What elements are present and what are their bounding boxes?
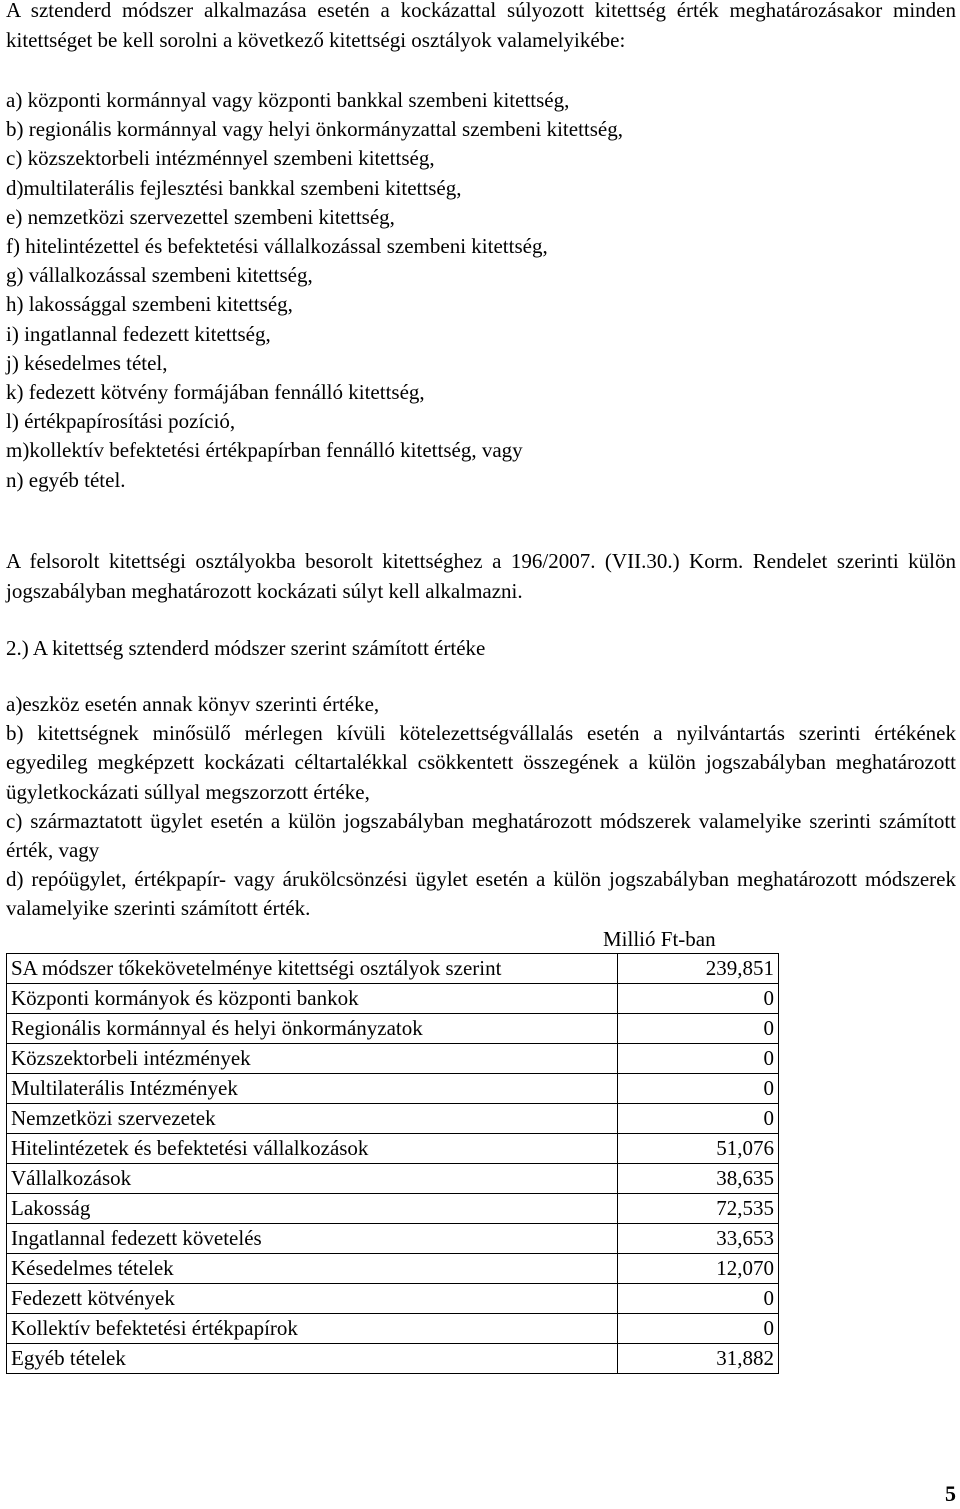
table-row	[7, 1074, 779, 1104]
risk-weight-paragraph: A felsorolt kitettségi osztályokba besorolt kitettséghez a 196/2007. (VII.30.) Korm. Rendelet szerinti külön jogszabályban meghatározott kockázati súlyt kell alkalmazni.	[6, 549, 956, 603]
table-cell-label: Közszektorbeli intézmények	[7, 1044, 618, 1074]
table-row	[7, 1044, 779, 1074]
table-cell-value: 31,882	[617, 1344, 778, 1374]
list-item: g) vállalkozással szembeni kitettség,	[6, 263, 313, 288]
unit-label: Millió Ft-ban	[603, 927, 716, 951]
table-row	[7, 1314, 779, 1344]
table-cell-label: Regionális kormánnyal és helyi önkormányzatok	[7, 1014, 618, 1044]
valuation-list	[6, 690, 956, 924]
list-item: h) lakossággal szembeni kitettség,	[6, 292, 293, 317]
table-row	[7, 1134, 779, 1164]
table-cell-label: Vállalkozások	[7, 1164, 618, 1194]
table-cell-label: Központi kormányok és központi bankok	[7, 984, 618, 1014]
intro-paragraph: A sztenderd módszer alkalmazása esetén a kockázattal súlyozott kitettség érték meghatározásakor minden kitettséget be kell sorolni a következő kitettségi osztályok valamelyikébe:	[6, 0, 956, 52]
table-cell-value: 33,653	[617, 1224, 778, 1254]
table-cell-value: 0	[617, 1104, 778, 1134]
page-number: 5	[945, 1481, 956, 1506]
table-cell-label: Hitelintézetek és befektetési vállalkozások	[7, 1134, 618, 1164]
list-item: e) nemzetközi szervezettel szembeni kitettség,	[6, 204, 395, 229]
list-item: c) származtatott ügylet esetén a külön jogszabályban meghatározott módszerek valamelyike szerinti számított érték, vagy	[6, 808, 956, 863]
table-row	[7, 1344, 779, 1374]
list-item: k) fedezett kötvény formájában fennálló kitettség,	[6, 380, 425, 405]
table-cell-value: 0	[617, 984, 778, 1014]
list-item: d)multilaterális fejlesztési bankkal szembeni kitettség,	[6, 175, 462, 200]
table-cell-label: Egyéb tételek	[7, 1344, 618, 1374]
table-cell-label: Multilaterális Intézmények	[7, 1074, 618, 1104]
list-item: b) kitettségnek minősülő mérlegen kívüli kötelezettségvállalás esetén a nyilvántartás szerinti értékének egyedileg megképzett kockázati céltartalékkal csökkentett összegének a külön jogszabályban meghatározott ügyletkockázati súllyal megszorzott értéke,	[6, 721, 956, 804]
list-item: n) egyéb tétel.	[6, 467, 126, 492]
table-row	[7, 1284, 779, 1314]
table-cell-label: SA módszer tőkekövetelménye kitettségi osztályok szerint	[7, 954, 618, 984]
table-cell-value: 0	[617, 1014, 778, 1044]
list-item: d) repóügylet, értékpapír- vagy árukölcsönzési ügylet esetén a külön jogszabályban meghatározott módszerek valamelyike szerinti számított érték.	[6, 867, 956, 921]
section-2-title: 2.) A kitettség sztenderd módszer szerint számított értéke	[6, 636, 486, 660]
list-item: b) regionális kormánnyal vagy helyi önkormányzattal szembeni kitettség,	[6, 117, 623, 142]
list-item: m)kollektív befektetési értékpapírban fennálló kitettség, vagy	[6, 438, 523, 463]
table-cell-label: Kollektív befektetési értékpapírok	[7, 1314, 618, 1344]
table-row	[7, 1194, 779, 1224]
table-row	[7, 1254, 779, 1284]
table-cell-label: Ingatlannal fedezett követelés	[7, 1224, 618, 1254]
table-cell-value: 38,635	[617, 1164, 778, 1194]
table-row	[7, 1014, 779, 1044]
table-cell-label: Késedelmes tételek	[7, 1254, 618, 1284]
table-cell-label: Fedezett kötvények	[7, 1284, 618, 1314]
table-row	[7, 1224, 779, 1254]
table-cell-value: 72,535	[617, 1194, 778, 1224]
table-cell-value: 0	[617, 1044, 778, 1074]
table-row	[7, 984, 779, 1014]
list-item: i) ingatlannal fedezett kitettség,	[6, 321, 271, 346]
table-cell-value: 0	[617, 1314, 778, 1344]
list-item: l) értékpapírosítási pozíció,	[6, 409, 236, 434]
table-row	[7, 1164, 779, 1194]
list-item: a)eszköz esetén annak könyv szerinti értéke,	[6, 692, 380, 716]
list-item: j) késedelmes tétel,	[6, 350, 168, 375]
table-row	[7, 1104, 779, 1134]
list-item: a) központi kormánnyal vagy központi bankkal szembeni kitettség,	[6, 88, 570, 112]
table-cell-label: Nemzetközi szervezetek	[7, 1104, 618, 1134]
list-item: c) közszektorbeli intézménnyel szembeni kitettség,	[6, 146, 435, 171]
table-cell-value: 12,070	[617, 1254, 778, 1284]
table-cell-value: 0	[617, 1284, 778, 1314]
table-cell-value: 239,851	[617, 954, 778, 984]
table-header-row	[7, 954, 779, 984]
table-cell-label: Lakosság	[7, 1194, 618, 1224]
capital-requirement-table	[6, 953, 779, 1374]
exposure-class-list	[6, 86, 956, 495]
list-item: f) hitelintézettel és befektetési vállalkozással szembeni kitettség,	[6, 234, 548, 259]
table-cell-value: 51,076	[617, 1134, 778, 1164]
table-cell-value: 0	[617, 1074, 778, 1104]
